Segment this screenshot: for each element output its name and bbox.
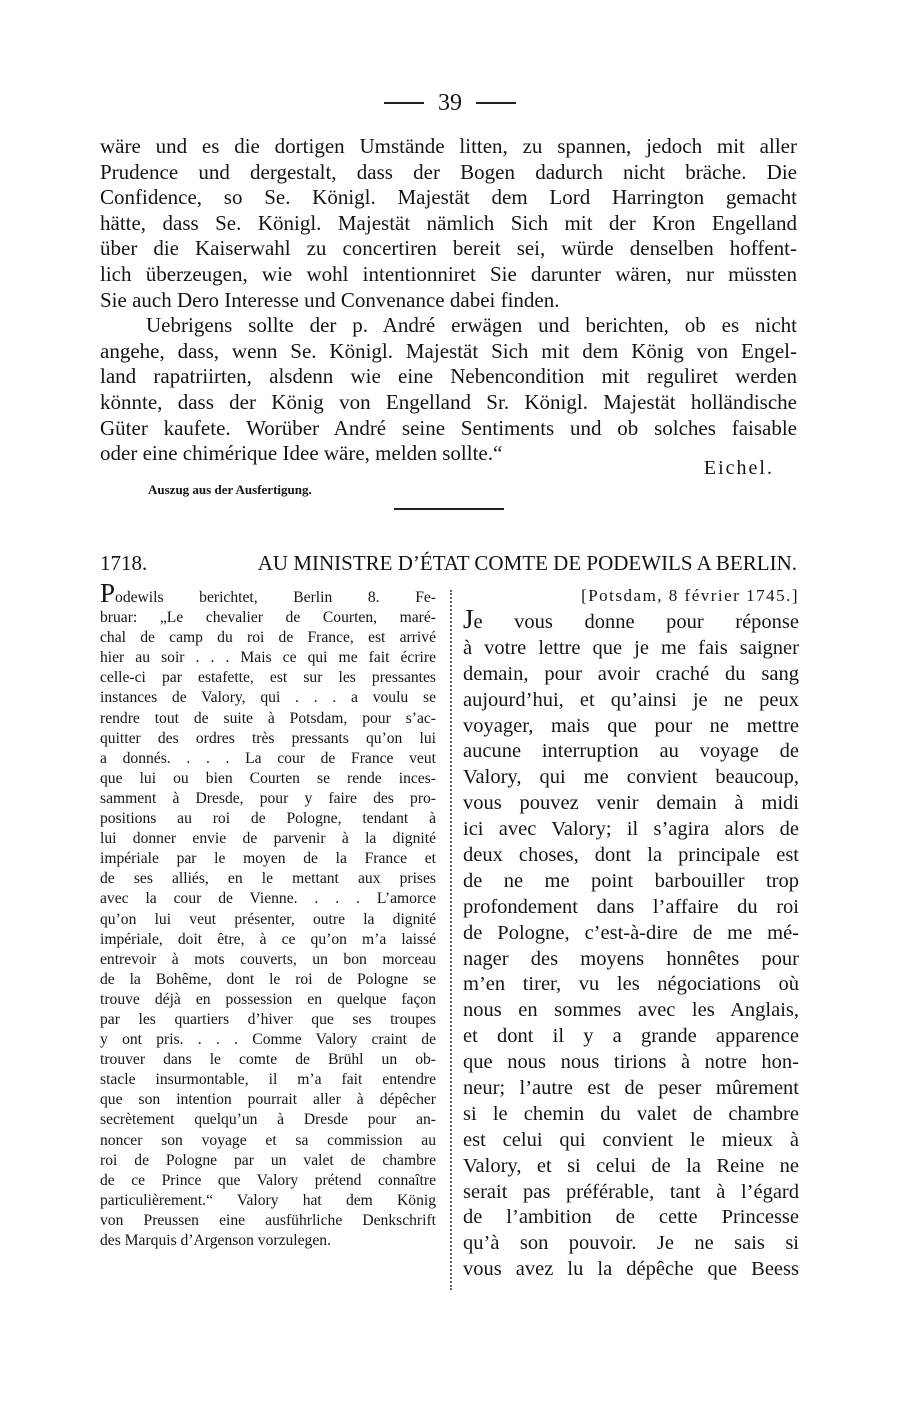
summary-line: des Marquis d’Argenson vorzulegen. xyxy=(100,1232,331,1249)
summary-line: von Preussen eine ausführliche Denkschrift xyxy=(100,1211,436,1229)
text-line: oder eine chimérique Idee wäre, melden sollte.“ xyxy=(100,441,503,466)
summary-line: de la Bohême, dont le roi de Pologne se xyxy=(100,970,436,988)
summary-column xyxy=(100,578,436,1251)
summary-line: entrevoir à mots couverts, un bon morceau xyxy=(100,950,436,968)
letter-first-line: e vous donne pour réponse xyxy=(473,611,799,633)
summary-line: avec la cour de Vienne. . . . L’amorce xyxy=(100,890,436,908)
summary-line: bruar: „Le chevalier de Courten, maré- xyxy=(100,609,436,627)
page-number: 39 xyxy=(438,90,462,116)
summary-line: positions au roi de Pologne, tendant à xyxy=(100,810,436,828)
letter-line xyxy=(463,604,799,636)
letter-line: voyager, mais que pour ne mettre xyxy=(463,714,799,737)
summary-line: impériale, doit être, à ce qu’on m’a laissé xyxy=(100,930,436,948)
text-line: Prudence und dergestalt, dass der Bogen dadurch nicht bräche. Die xyxy=(100,159,797,184)
letter-line: de l’ambition de cette Princesse xyxy=(463,1206,799,1229)
signature: Eichel. xyxy=(703,457,774,479)
letter-line: si le chemin du valet de chambre xyxy=(463,1102,799,1125)
summary-line: stacle insurmontable, il m’a fait entendre xyxy=(100,1071,436,1089)
letter-line: serait pas préférable, tant à l’égard xyxy=(463,1180,799,1203)
letter-line: profondement dans l’affaire du roi xyxy=(463,895,799,918)
summary-first-line: odewils berichtet, Berlin 8. Fe- xyxy=(115,589,436,606)
letter-line: aujourd’hui, et qu’ainsi je ne peux xyxy=(463,688,799,711)
text-line: lich überzeugen, wie wohl intentionniret Sie darunter wären, nur müssten xyxy=(100,261,797,286)
text-line: wäre und es die dortigen Umstände litten, zu spannen, jedoch mit aller xyxy=(100,134,797,158)
letter-line: vous avez lu la dépêche que Beess xyxy=(463,1258,799,1281)
summary-line: roi de Pologne par un valet de chambre xyxy=(100,1151,436,1169)
letter-line: qu’à son pouvoir. Je ne sais si xyxy=(463,1232,799,1255)
summary-line: noncer son voyage et sa commission au xyxy=(100,1131,436,1149)
letter-line: Valory, qui me convient beaucoup, xyxy=(463,766,799,789)
letter-line: Valory, et si celui de la Reine ne xyxy=(463,1154,799,1177)
summary-line: que son intention pourrait aller à dépêcher xyxy=(100,1091,436,1109)
header-dash-left xyxy=(384,102,424,104)
summary-line: secrètement quelqu’un à Dresde pour an- xyxy=(100,1111,436,1129)
letter-line: demain, pour avoir craché du sang xyxy=(463,662,799,685)
text-line: Sie auch Dero Interesse und Convenance dabei finden. xyxy=(100,287,560,312)
letter-column xyxy=(463,584,799,1283)
letter-line: est celui qui convient le mieux à xyxy=(463,1128,799,1151)
letter-line: de Pologne, c’est-à-dire de me mé- xyxy=(463,921,799,944)
text-line: könnte, dass der König von Engelland Sr. Königl. Majestät holländische xyxy=(100,389,797,414)
continuation-text xyxy=(100,134,797,467)
summary-line: de ses alliés, en le mettant aux prises xyxy=(100,870,436,888)
text-line: hätte, dass Se. Königl. Majestät nämlich Sich mit der Kron Engelland xyxy=(100,210,797,235)
letter-line: ici avec Valory; il s’agira alors de xyxy=(463,818,799,841)
letter-line: nager des moyens honnêtes pour xyxy=(463,947,799,970)
letter-line: vous pouvez venir demain à midi xyxy=(463,792,799,815)
section-title: AU MINISTRE D’ÉTAT COMTE DE PODEWILS A BERLIN. xyxy=(257,551,797,575)
summary-line: lui donner envie de parvenir à la dignité xyxy=(100,830,436,848)
summary-line: quitter des ordres très pressants qu’on lui xyxy=(100,729,436,747)
column-divider xyxy=(450,590,452,1290)
summary-line: samment à Dresde, pour y faire des pro- xyxy=(100,789,436,807)
summary-line: a donnés. . . . La cour de France veut xyxy=(100,749,436,767)
letter-date: [Potsdam, 8 février 1745.] xyxy=(581,586,799,605)
summary-line: par les quartiers d’hiver que ses troupes xyxy=(100,1010,436,1028)
letter-line: et dont il y a grande apparence xyxy=(463,1025,799,1048)
drop-initial: P xyxy=(100,578,116,608)
letter-line: deux choses, dont la principale est xyxy=(463,844,799,867)
text-line: Güter kaufete. Worüber André seine Sentiments und ob solches faisable xyxy=(100,415,797,440)
letter-line: m’en tirer, vu les négociations où xyxy=(463,973,799,996)
letter-line: de ne me point barbouiller trop xyxy=(463,869,799,892)
summary-line: hier au soir . . . Mais ce qui me fait écrire xyxy=(100,649,436,667)
summary-line: instances de Valory, qui . . . a voulu se xyxy=(100,689,436,707)
text-line: Confidence, so Se. Königl. Majestät dem Lord Harrington gemacht xyxy=(100,185,797,210)
summary-line: particulièrement.“ Valory hat dem König xyxy=(100,1191,436,1209)
summary-line: qu’on lui veut présenter, outre la dignité xyxy=(100,910,436,928)
summary-line: rendre tout de suite à Potsdam, pour s’ac- xyxy=(100,709,436,727)
section-separator xyxy=(394,508,504,510)
summary-line: que lui ou bien Courten se rende inces- xyxy=(100,769,436,787)
letter-line: à votre lettre que je me fais saigner xyxy=(463,636,799,659)
text-line: land rapatriirten, alsdenn wie eine Nebencondition mit reguliret werden xyxy=(100,364,797,389)
summary-line: trouve déjà en possession en quelque façon xyxy=(100,990,436,1008)
letter-line: aucune interruption au voyage de xyxy=(463,740,799,763)
header-dash-right xyxy=(476,102,516,104)
text-line: Uebrigens sollte der p. André erwägen und berichten, ob es nicht xyxy=(146,313,797,338)
summary-line: y ont pris. . . . Comme Valory craint de xyxy=(100,1031,436,1049)
summary-line xyxy=(100,578,436,608)
section-number: 1718. xyxy=(100,551,148,575)
text-line: über die Kaiserwahl zu concertiren bereit sei, würde denselben hoffent- xyxy=(100,236,797,261)
summary-line: celle-ci par estafette, est sur les pressantes xyxy=(100,669,436,687)
letter-line: nous en sommes avec les Anglais, xyxy=(463,999,799,1022)
drop-initial: J xyxy=(463,604,474,634)
source-note: Auszug aus der Ausfertigung. xyxy=(148,482,312,497)
letter-line: neur; l’autre est de peser mûrement xyxy=(463,1077,799,1100)
section-heading xyxy=(100,550,797,576)
summary-line: impériale par le moyen de la France et xyxy=(100,850,436,868)
text-line: angehe, dass, wenn Se. Königl. Majestät Sich mit dem König von Engel- xyxy=(100,338,797,363)
summary-line: trouver dans le comte de Brühl un ob- xyxy=(100,1051,436,1069)
letter-line: que nous nous tirions à notre hon- xyxy=(463,1051,799,1074)
page-header xyxy=(0,88,900,118)
summary-line: de ce Prince que Valory prétend connaître xyxy=(100,1171,436,1189)
summary-line: chal de camp du roi de France, est arrivé xyxy=(100,629,436,647)
